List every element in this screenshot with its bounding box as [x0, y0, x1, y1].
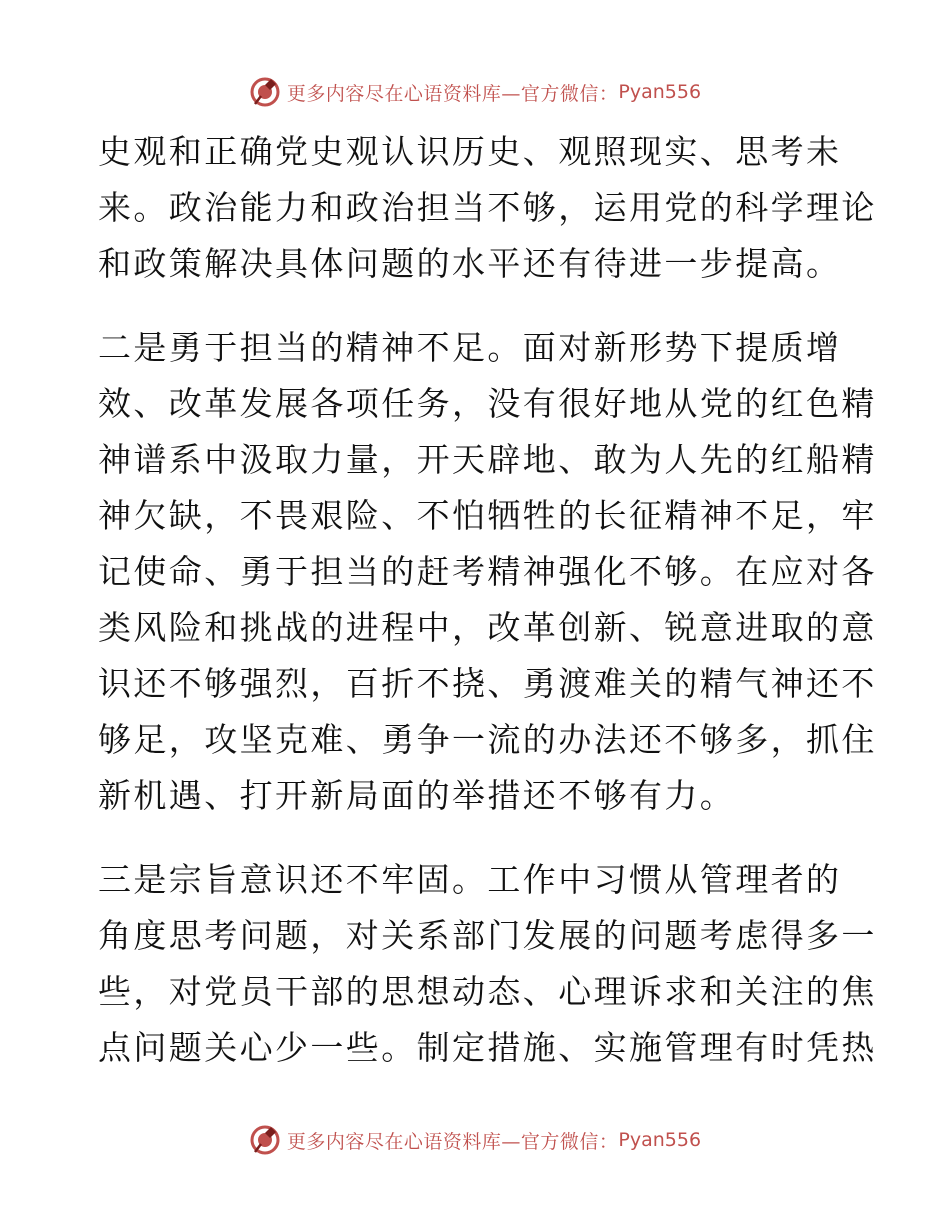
watermark-handle: Pyan556 — [618, 81, 702, 103]
watermark-text: 更多内容尽在心语资料库—官方微信： — [286, 1130, 619, 1153]
text-line: 新机遇、打开新局面的举措还不够有力。 — [98, 776, 736, 815]
text-line: 神谱系中汲取力量，开天辟地、敢为人先的红船精 — [98, 440, 877, 479]
watermark-handle: Pyan556 — [618, 1129, 702, 1151]
text-line: 记使命、勇于担当的赶考精神强化不够。在应对各 — [98, 552, 877, 591]
text-line: 和政策解决具体问题的水平还有待进一步提高。 — [98, 244, 842, 283]
text-line: 三是宗旨意识还不牢固。工作中习惯从管理者的 — [98, 860, 842, 899]
pen-nib-logo-icon — [249, 1124, 281, 1156]
text-line: 识还不够强烈，百折不挠、勇渡难关的精气神还不 — [98, 664, 877, 703]
text-line: 神欠缺，不畏艰险、不怕牺牲的长征精神不足，牢 — [98, 496, 877, 535]
text-line: 够足，攻坚克难、勇争一流的办法还不够多，抓住 — [98, 720, 877, 759]
text-line: 史观和正确党史观认识历史、观照现实、思考未 — [98, 132, 842, 171]
text-line: 二是勇于担当的精神不足。面对新形势下提质增 — [98, 328, 842, 367]
paragraph — [98, 124, 877, 292]
text-line: 来。政治能力和政治担当不够，运用党的科学理论 — [98, 188, 877, 227]
header-watermark — [0, 72, 950, 112]
pen-nib-logo-icon — [249, 76, 281, 108]
watermark-text: 更多内容尽在心语资料库—官方微信： — [286, 82, 619, 105]
paragraph — [98, 320, 877, 824]
text-line: 点问题关心少一些。制定措施、实施管理有时凭热 — [98, 1028, 877, 1067]
footer-watermark — [0, 1120, 950, 1160]
text-line: 效、改革发展各项任务，没有很好地从党的红色精 — [98, 384, 877, 423]
document-body — [98, 124, 877, 1076]
text-line: 类风险和挑战的进程中，改革创新、锐意进取的意 — [98, 608, 877, 647]
text-line: 些，对党员干部的思想动态、心理诉求和关注的焦 — [98, 972, 877, 1011]
paragraph — [98, 852, 877, 1076]
text-line: 角度思考问题，对关系部门发展的问题考虑得多一 — [98, 916, 877, 955]
